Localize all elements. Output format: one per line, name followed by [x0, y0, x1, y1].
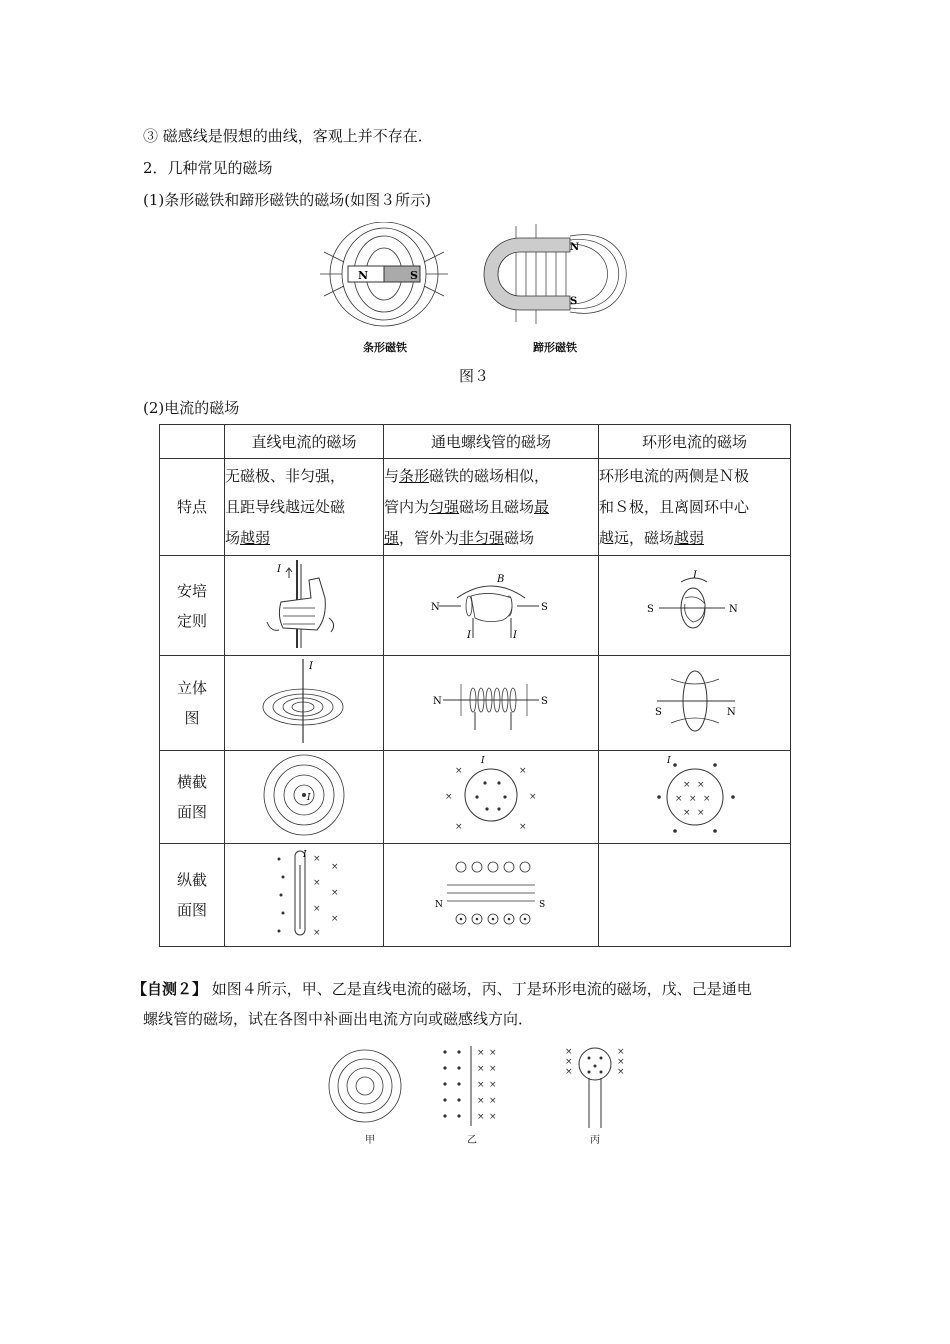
cross-ring-cell — [599, 751, 791, 844]
svg-text:I: I — [303, 850, 307, 860]
figure-jia-caption: 甲 — [365, 1135, 375, 1146]
long-ring-cell-empty — [599, 844, 791, 947]
figure-3-caption: 图３ — [459, 367, 490, 385]
svg-text:×: × — [331, 862, 339, 872]
ampere-straight-cell — [225, 556, 384, 656]
row-label-ampere: 安培 定则 — [160, 556, 225, 656]
ampere-ring-cell — [599, 556, 791, 656]
svg-text:×: × — [313, 854, 321, 864]
bar-n-label: N — [358, 269, 369, 282]
svg-text:N: N — [431, 601, 440, 613]
table-header-corner — [160, 425, 225, 459]
figure-bing — [565, 1047, 625, 1128]
svg-text:×: × — [519, 822, 527, 832]
solid-ring-cell — [599, 656, 791, 751]
figure-jia — [329, 1050, 401, 1122]
bar-magnet-caption: 条形磁铁 — [363, 341, 407, 354]
svg-text:×: × — [313, 878, 321, 888]
table-row-ampere — [160, 556, 791, 656]
svg-text:×: × — [477, 1112, 485, 1122]
svg-text:×: × — [477, 1048, 485, 1058]
svg-text:S: S — [541, 696, 548, 707]
features-solenoid: 与条形磁铁的磁场相似， 管内为匀强磁场且磁场最 强，管外为非匀强磁场 — [384, 459, 599, 556]
current-fields-table — [159, 424, 791, 947]
svg-text:×: × — [682, 808, 691, 818]
bar-s-label: S — [410, 269, 418, 282]
svg-text:×: × — [682, 780, 691, 790]
svg-text:×: × — [477, 1064, 485, 1074]
svg-text:×: × — [696, 780, 705, 790]
svg-text:×: × — [445, 792, 453, 802]
table-row-solid — [160, 656, 791, 751]
row-label-features: 特点 — [160, 459, 225, 556]
svg-text:N: N — [728, 603, 738, 615]
svg-text:×: × — [702, 794, 711, 804]
solid-straight-cell — [225, 656, 384, 751]
svg-text:S: S — [539, 900, 546, 910]
text-line-1: ③ 磁感线是假想的曲线，客观上并不存在． — [143, 127, 433, 145]
long-solenoid-cell — [384, 844, 599, 947]
svg-text:×: × — [477, 1096, 485, 1106]
table-row-features — [160, 459, 791, 556]
svg-text:B: B — [497, 573, 505, 585]
solenoid-solid-diagram — [431, 666, 551, 736]
right-hand-straight-wire-diagram — [259, 558, 349, 650]
svg-text:×: × — [617, 1057, 625, 1067]
svg-text:×: × — [489, 1112, 497, 1122]
row-label-solid: 立体 图 — [160, 656, 225, 751]
features-ring: 环形电流的两侧是Ｎ极 和Ｓ极，且离圆环中心 越远，磁场越弱 — [599, 459, 791, 556]
table-header-row — [160, 425, 791, 459]
svg-text:I: I — [666, 756, 671, 766]
svg-text:S: S — [654, 707, 662, 718]
figure-4-diagrams — [325, 1046, 635, 1128]
svg-text:×: × — [565, 1047, 573, 1057]
selftest-text-1: 如图４所示，甲、乙是直线电流的磁场，丙、丁是环形电流的磁场，戊、己是通电 — [211, 980, 752, 998]
svg-text:I: I — [513, 629, 517, 641]
cross-straight-cell — [225, 751, 384, 844]
svg-text:×: × — [477, 1080, 485, 1090]
svg-text:N: N — [435, 900, 443, 910]
text-line-2: 2．几种常见的磁场 — [143, 159, 273, 177]
svg-text:×: × — [696, 808, 705, 818]
svg-text:×: × — [489, 1080, 497, 1090]
svg-text:×: × — [529, 792, 537, 802]
selftest-line-2: 螺线管的磁场，试在各图中补画出电流方向或磁感线方向． — [143, 1010, 534, 1028]
table-header-straight: 直线电流的磁场 — [225, 425, 384, 459]
svg-text:S: S — [541, 601, 548, 613]
svg-text:×: × — [565, 1057, 573, 1067]
svg-text:×: × — [688, 794, 697, 804]
long-straight-cell — [225, 844, 384, 947]
solid-solenoid-cell — [384, 656, 599, 751]
ring-cross-section-diagram — [645, 753, 745, 837]
straight-wire-cross-section-diagram — [261, 752, 347, 838]
svg-text:×: × — [617, 1067, 625, 1077]
right-hand-solenoid-diagram — [431, 564, 551, 644]
svg-text:×: × — [519, 766, 527, 776]
row-label-longitudinal: 纵截 面图 — [160, 844, 225, 947]
features-straight: 无磁极、非匀强， 且距导线越远处磁 场越弱 — [225, 459, 384, 556]
svg-text:×: × — [331, 888, 339, 898]
horseshoe-n-label: N — [570, 242, 580, 253]
svg-text:N: N — [726, 707, 736, 718]
figure-yi — [443, 1046, 496, 1126]
straight-wire-longitudinal-diagram — [259, 845, 349, 941]
svg-text:I: I — [309, 661, 313, 672]
selftest-line-1 — [132, 979, 752, 999]
ring-solid-diagram — [645, 659, 745, 743]
svg-text:I: I — [277, 563, 281, 575]
figure-yi-caption: 乙 — [467, 1135, 477, 1146]
text-line-4: (2)电流的磁场 — [143, 399, 240, 417]
svg-text:I: I — [481, 756, 485, 766]
horseshoe-magnet-diagram — [484, 224, 626, 324]
svg-text:I: I — [692, 569, 697, 581]
straight-wire-solid-diagram — [259, 657, 349, 745]
horseshoe-magnet-caption: 蹄形磁铁 — [533, 341, 577, 354]
row-label-cross: 横截 面图 — [160, 751, 225, 844]
figure-3-magnets — [320, 222, 640, 340]
svg-text:×: × — [489, 1048, 497, 1058]
svg-text:×: × — [489, 1064, 497, 1074]
svg-text:×: × — [455, 822, 463, 832]
svg-text:×: × — [617, 1047, 625, 1057]
svg-text:S: S — [646, 603, 654, 615]
svg-text:×: × — [565, 1067, 573, 1077]
ampere-solenoid-cell — [384, 556, 599, 656]
text-line-3: (1)条形磁铁和蹄形磁铁的磁场(如图３所示) — [143, 191, 431, 209]
table-row-cross — [160, 751, 791, 844]
cross-solenoid-cell — [384, 751, 599, 844]
solenoid-cross-section-diagram — [441, 753, 541, 837]
figure-bing-caption: 丙 — [590, 1135, 600, 1146]
svg-text:I: I — [307, 793, 311, 803]
right-hand-ring-diagram — [645, 564, 745, 644]
selftest-tag: 【自测２】 — [132, 980, 208, 998]
svg-text:N: N — [433, 696, 442, 707]
svg-text:×: × — [313, 928, 321, 938]
horseshoe-s-label: S — [570, 296, 578, 307]
solenoid-longitudinal-diagram — [431, 853, 551, 933]
svg-text:×: × — [455, 766, 463, 776]
table-header-ring: 环形电流的磁场 — [599, 425, 791, 459]
table-header-solenoid: 通电螺线管的磁场 — [384, 425, 599, 459]
svg-text:I: I — [467, 629, 471, 641]
table-row-longitudinal — [160, 844, 791, 947]
svg-text:×: × — [331, 914, 339, 924]
svg-text:×: × — [313, 904, 321, 914]
svg-text:×: × — [674, 794, 683, 804]
svg-text:×: × — [489, 1096, 497, 1106]
